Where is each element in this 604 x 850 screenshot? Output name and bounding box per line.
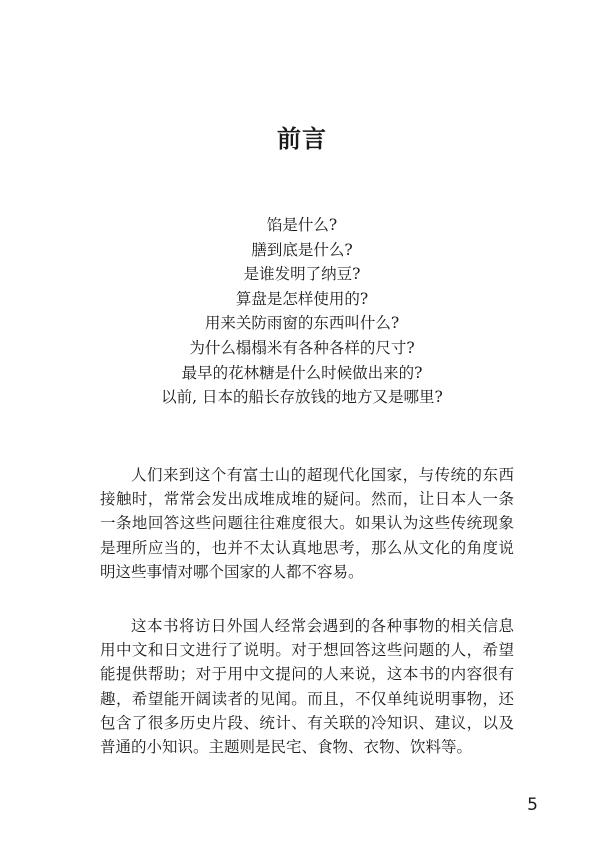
question-line: 是谁发明了纳豆? — [243, 265, 361, 284]
question-line: 用来关防雨窗的东西叫什么? — [204, 314, 400, 333]
page-title: 前言 — [277, 125, 327, 153]
body-paragraph-1: 人们来到这个有富士山的超现代化国家，与传统的东西接触时，常常会发出成堆成堆的疑问。然而，让日本人一条一条地回答这些问题往往难度很大。如果认为这些传统现象是理所应当的，也并不太认真地思考，那么从文化的角度说明这些事情对哪个国家的人都不容易。 — [100, 466, 514, 581]
question-list — [0, 213, 604, 410]
question-line: 最早的花林糖是什么时候做出来的? — [181, 363, 423, 382]
body-paragraph-2: 这本书将访日外国人经常会遇到的各种事物的相关信息用中文和日文进行了说明。对于想回答这些问题的人，希望能提供帮助；对于用中文提问的人来说，这本书的内容很有趣，希望能开阔读者的见闻。而且，不仅单纯说明事物，还包含了很多历史片段、统计、有关联的冷知识、建议，以及普通的小知识。主题则是民宅、食物、衣物、饮料等。 — [100, 617, 514, 757]
question-line: 馅是什么? — [266, 216, 338, 234]
question-line: 为什么榻榻米有各种各样的尺寸? — [189, 338, 415, 357]
question-line: 以前, 日本的船长存放钱的地方又是哪里? — [161, 388, 443, 407]
question-line: 算盘是怎样使用的? — [235, 289, 369, 308]
page-number: 5 — [527, 795, 538, 815]
question-line: 膳到底是什么? — [251, 240, 353, 259]
